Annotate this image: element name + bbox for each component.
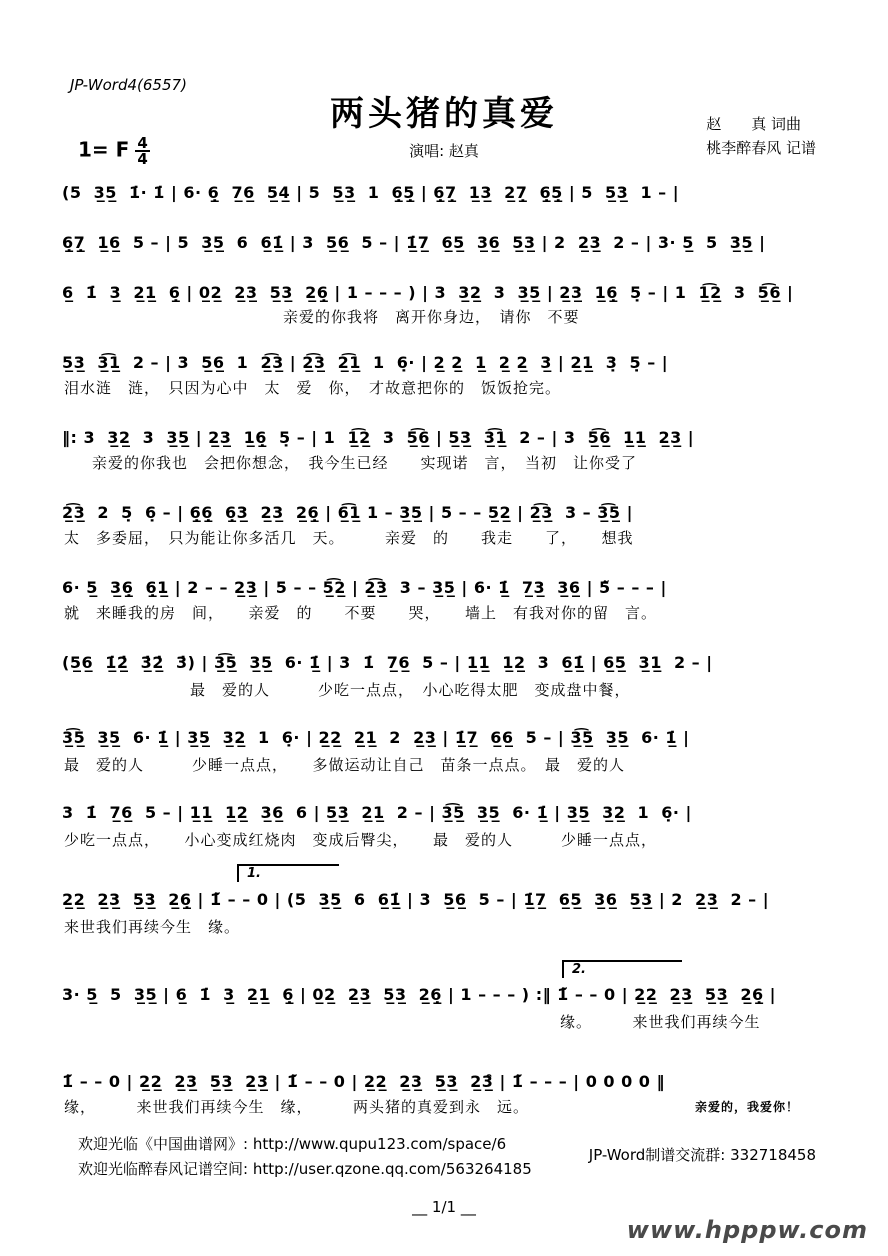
app-version-label: JP-Word4(6557) bbox=[70, 76, 187, 94]
lyric-line: 就 来睡我的房 间， 亲爱 的 不要 哭， 墙上 有我对你的留 言。 bbox=[64, 604, 658, 622]
music-line: 2̲͡3̲ 2 5̣ 6̣ – | 6̲̣6̲̣ 6̲̣3̲ 2̲3̲ 2̲6̲̣ | 6̲͡1̲ 1 – 3̲5̲ | 5 – – 5̲2̲ | 2̲͡3̲ 3 – 3̲͡5̲ | bbox=[62, 503, 633, 522]
volta-1-label: 1. bbox=[247, 866, 261, 881]
volta-1-bracket bbox=[237, 864, 339, 882]
music-line: 6̲̣7̲̣ 1̲6̲ 5 – | 5 3̲5̲ 6 6̲1̲̇ | 3 5̲6̲ 5 – | 1̲̇7̲ 6̲5̲ 3̲6̲ 5̲3̲ | 2 2̲3̲ 2 – | 3· 5̲ 5 3̲5̲ | bbox=[62, 233, 766, 252]
lyric-line: 少吃一点点， 小心变成红烧肉 变成后臀尖， 最 爱的人 少睡一点点， bbox=[64, 831, 658, 849]
lyric-line: 太 多委屈， 只为能让你多活几 天。 亲爱 的 我走 了， 想我 bbox=[64, 529, 634, 547]
meter-numerator: 4 bbox=[137, 134, 148, 152]
lyric-line: 缘。 来世我们再续今生 bbox=[560, 1013, 761, 1031]
lyric-line: 最 爱的人 少睡一点点， 多做运动让自己 苗条一点点。 最 爱的人 bbox=[64, 756, 626, 774]
music-line: 5̲3̲ 3̲͡1̲ 2 – | 3 5̲6̲ 1 2̲͡3̲ | 2̲͡3̲ 2̲͡1̲ 1 6̣· | 2̲ 2̲ 1̲ 2̲ 2̲ 3̲ | 2̲1̲ 3̣ 5̣ – | bbox=[62, 353, 669, 372]
music-line: 3· 5̲ 5 3̲5̲ | 6̲ 1̇ 3̲ 2̲1̲ 6̲̣ | 0̲2̲ 2̲3̲ 5̲3̲ 2̲6̲̣ | 1 – – – ) :‖ 1̇̃ – – 0 | 2̲2̲ 2̲3̲ 5̲3̲ 2̲6̲̣ | bbox=[62, 985, 777, 1004]
music-line: 6̲ 1̇ 3̲ 2̲1̲ 6̲̣ | 0̲2̲ 2̲3̲ 5̲3̲ 2̲6̲̣ | 1 – – – ) | 3 3̲2̲ 3 3̲5̲ | 2̲3̲ 1̲6̲̣ 5̣ – | 1 1̲͡2̲ 3 5̲͡6̲ | bbox=[62, 283, 794, 302]
volta-2-label: 2. bbox=[572, 962, 586, 977]
music-line: 1̇̃ – – 0 | 2̲2̲ 2̲3̲ 5̲3̲ 2̲3̲ | 1̇̃ – – 0 | 2̲2̲ 2̲3̲ 5̲3̲ 2̲3̲̑ | 1̇̃ – – – | 0 0 0 0 ‖ bbox=[62, 1072, 665, 1091]
credits-block bbox=[706, 112, 816, 160]
lyric-line: 亲爱的你我将 离开你身边， 请你 不要 bbox=[283, 308, 580, 326]
music-line: 6· 5̲ 3̲6̲̣ 6̲̣1̲ | 2 – – 2̲3̲ | 5 – – 5̲͡2̲ | 2̲͡3̲ 3 – 3̲5̲ | 6· 1̲̇ 7̲3̲ 3̲6̲ | 5̃ – – – | bbox=[62, 578, 667, 597]
footer-qq-group: JP-Word制谱交流群: 332718458 bbox=[588, 1146, 816, 1164]
ending-note-text: 亲爱的，我爱你！ bbox=[695, 1100, 800, 1114]
song-title: 两头猪的真爱 bbox=[330, 94, 558, 134]
music-line: ‖: 3 3̲2̲ 3 3̲5̲ | 2̲3̲ 1̲6̲̣ 5̣ – | 1 1̲͡2̲ 3 5̲͡6̲ | 5̲3̲ 3̲͡1̲ 2 – | 3 5̲͡6̲ 1̲1̲ 2̲3̲ | bbox=[62, 428, 695, 447]
footer-site-line-1: 欢迎光临《中国曲谱网》: http://www.qupu123.com/space/6 bbox=[78, 1135, 507, 1153]
credit-notation: 桃李醉春风 记谱 bbox=[706, 139, 816, 157]
music-line: 2̲2̲ 2̲3̲ 5̲3̲ 2̲6̲̣ | 1̇̃ – – 0 | (5 3̲5̲ 6 6̲1̲̇ | 3 5̲6̲ 5 – | 1̲̇7̲ 6̲5̲ 3̲6̲ 5̲3̲ | 2 2̲3̲ 2 – | bbox=[62, 890, 770, 909]
key-label: 1= F bbox=[78, 137, 130, 162]
music-line: 3 1̇ 7̲6̲ 5 – | 1̲1̲ 1̲2̲ 3̲6̲ 6 | 5̲3̲ 2̲1̲ 2 – | 3̲͡5̲ 3̲5̲ 6· 1̲̇ | 3̲5̲ 3̲2̲ 1 6̣· | bbox=[62, 803, 692, 822]
music-line: (5 3̲5̲ 1̇· 1̇ | 6· 6̲̣ 7̲6̲ 5̲4̲ | 5 5̲3̲ 1 6̲̣5̲̣ | 6̲̣7̲̣ 1̲3̲ 2̲7̲̣ 6̲̣5̲̣ | 5 5̲3̲ 1 – | bbox=[62, 183, 680, 202]
credit-words-music: 赵 真 词曲 bbox=[706, 115, 801, 133]
lyric-line: 泪水涟 涟， 只因为心中 太 爱 你， 才故意把你的 饭饭抢完。 bbox=[64, 379, 562, 397]
lyric-line: 亲爱的你我也 会把你想念， 我今生已经 实现诺 言， 当初 让你受了 bbox=[92, 454, 638, 472]
footer-site-line-2: 欢迎光临醉春风记谱空间: http://user.qzone.qq.com/563264185 bbox=[78, 1160, 532, 1178]
music-line: (5̲6̲ 1̲̇2̲̇ 3̲̇2̲̇ 3̇) | 3̲͡5̲ 3̲5̲ 6· 1̲̇ | 3 1̇ 7̲6̲ 5 – | 1̲1̲ 1̲2̲ 3 6̲1̲̇ | 6̲5̲ 3̲1̲ 2 – | bbox=[62, 653, 713, 672]
music-line: 3̲͡5̲ 3̲5̲ 6· 1̲̇ | 3̲5̲ 3̲2̲ 1 6̣· | 2̲2̲ 2̲1̲ 2 2̲3̲ | 1̲̇7̲ 6̲6̲ 5 – | 3̲͡5̲ 3̲5̲ 6· 1̲̇ | bbox=[62, 728, 690, 747]
meter-denominator: 4 bbox=[137, 150, 148, 168]
volta-2-bracket bbox=[562, 960, 682, 978]
lyric-line: 来世我们再续今生 缘。 bbox=[64, 918, 241, 936]
footer-links-block bbox=[78, 1132, 532, 1182]
watermark-url: www.hpppw.com bbox=[626, 1216, 868, 1244]
performer-label: 演唱: 赵真 bbox=[409, 142, 479, 160]
lyric-line: 最 爱的人 少吃一点点， 小心吃得太肥 变成盘中餐， bbox=[190, 681, 631, 699]
lyric-line: 缘， 来世我们再续今生 缘， 两头猪的真爱到永 远。 bbox=[64, 1098, 530, 1116]
page-number: __ 1/1 __ bbox=[412, 1198, 476, 1216]
